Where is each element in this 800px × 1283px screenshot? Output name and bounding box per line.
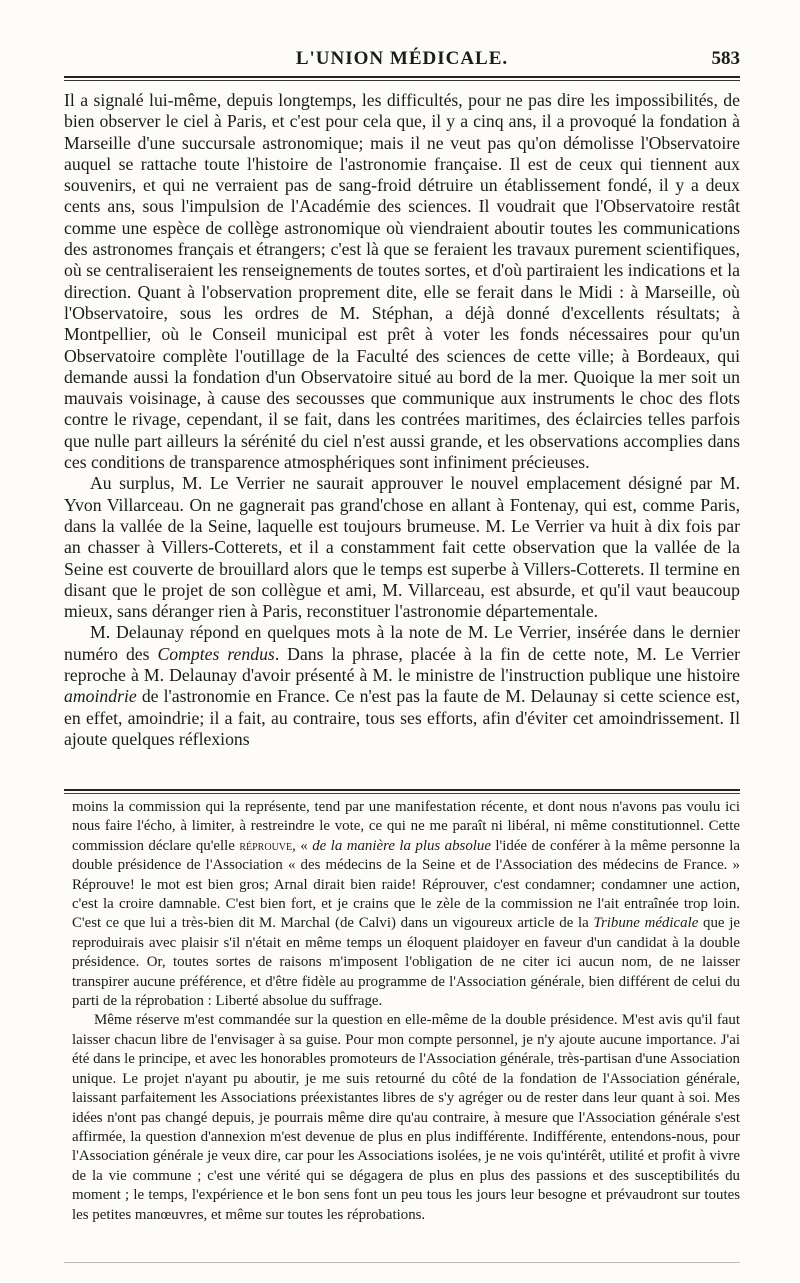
footnote-separator <box>64 789 740 791</box>
footnote-paragraph-commission <box>72 798 740 1011</box>
bottom-rule <box>64 1262 740 1263</box>
footnote-paragraph-presidence: Même réserve m'est commandée sur la question en elle-même de la double présidence. M'est avis qu'il faut laisser chacun libre de l'envisager à sa guise. Pour mon compte personnel, je n'y ajoute aucune importance. J'ai été dans le principe, et avec les honorables promoteurs de l'Association générale, très-partisan d'une Association unique. Le projet n'ayant pu aboutir, je me suis retourné du côté de la fondation de l'Association générale, laissant parfaitement les Associations préexistantes libres de s'y agréger ou de rester dans leur quant à soi. Mes idées n'ont pas changé depuis, je pourrais même dire qu'au contraire, à mesure que l'Association générale s'est affirmée, la question d'annexion m'est devenue de plus en plus indifférente. Indifférente, entendons-nous, pour l'Association générale je veux dire, car pour les Associations isolées, je ne vois qu'intérêt, utilité et profit à vivre de la vie commune ; c'est une vérité qui se dégagera de plus en plus des passions et des susceptibilités du moment ; le temps, l'expérience et le bon sens font un peu tous les jours leur besogne et prévaudront sur toutes les petites manœuvres, et même sur toutes les réprobations. <box>72 1012 740 1223</box>
footnote-part-2: , « <box>292 837 313 854</box>
header-rule-thin <box>64 80 740 81</box>
header-rule <box>64 76 740 78</box>
footnote-part-4: que je reproduirais avec plaisir s'il n'était en même temps un éloquent plaidoyer en faveur d'un candidat à la double présidence. Or, toutes sortes de raisons m'imposent l'obligation de ne citer ici aucun nom, de ne laisser transpirer aucune préférence, et d'être fidèle au programme de l'Association générale, bien différent de celui du parti de la réprobation : Liberté absolue du suffrage. <box>72 915 740 1010</box>
tribune-medicale-title: Tribune médicale <box>593 915 699 932</box>
page-number: 583 <box>711 48 740 69</box>
paragraph-delaunay-part-2: . Dans la phrase, placée à la fin de cette note, M. Le Verrier reproche à M. Delaunay d'avoir présenté à M. le ministre de l'instruction publique une histoire <box>64 643 741 686</box>
reprouve-word: réprouve <box>239 837 293 854</box>
footnote-section <box>72 798 740 1225</box>
footnote-part-1: moins la commission qui la représente, tend par une manifestation récente, et dont nous n'avons pas voulu ici nous faire l'écho, à limiter, à restreindre le vote, ce qui ne me paraît ni libéral, ni même constitutionnel. Cette commission déclare qu'elle <box>72 799 740 854</box>
paragraph-villarceau: Au surplus, M. Le Verrier ne saurait approuver le nouvel emplacement désigné par M. Yvon Villarceau. On ne gagnerait pas grand'chose en allant à Fontenay, qui est, comme Paris, dans la vallée de la Seine, laquelle est toujours brumeuse. M. Le Verrier va huit à dix fois par an chasser à Villers-Cotterets, et il a constamment fait cette observation que la vallée de la Seine est couverte de brouillard alors que le temps est superbe à Villers-Cotterets. Il termine en disant que le projet de son collègue et ami, M. Villarceau, est absurde, et qu'il vaut beaucoup mieux, sans déranger rien à Paris, reconstituer l'astronomie départementale. <box>64 473 740 622</box>
absolue-emphasis: de la manière la plus absolue <box>312 837 491 854</box>
paragraph-observatoire: Il a signalé lui-même, depuis longtemps, les difficultés, pour ne pas dire les impossibilités, de bien observer le ciel à Paris, et c'est pour cela que, il y a cinq ans, il a provoqué la fondation à Marseille d'une succursale astronomique; mais il ne veut pas qu'on démolisse l'Observatoire auquel se rattache toute l'histoire de l'astronomie française. Il est de ceux qui tiennent aux souvenirs, et qui ne verraient pas de sang-froid détruire un établissement fondé, il y a deux cents ans, sous l'impulsion de l'Académie des sciences. Il voudrait que l'Observatoire restât comme une espèce de collège astronomique où viendraient aboutir toutes les communications des astronomes français et étrangers; c'est là que se feraient les travaux purement scientifiques, où se centraliseraient les renseignements de toutes sortes, et d'où partiraient les indications et la direction. Quant à l'observation proprement dite, elle se ferait dans le Midi : à Marseille, où l'Observatoire, sous les ordres de M. Stéphan, a déjà donné d'excellents résultats; à Montpellier, où le Conseil municipal est prêt à voter les fonds nécessaires pour qu'un Observatoire complète l'outillage de la Faculté des sciences de cette ville; à Bordeaux, qui demande aussi la fondation d'un Observatoire situé au bord de la mer. Quoique la mer soit un mauvais voisinage, à cause des secousses que communique aux instruments le choc des flots contre le rivage, cependant, il se fait, dans les contrées maritimes, des éclaircies telles parfois que nulle part ailleurs la sérénité du ciel n'est aussi grande, et les observations accomplies dans ces conditions de transparence atmosphériques sont infiniment précieuses. <box>64 90 740 473</box>
paragraph-delaunay <box>64 622 740 750</box>
running-title: L'UNION MÉDICALE. <box>295 48 509 69</box>
footnote-part-3: l'idée de conférer à la même personne la double présidence de l'Association « des médecins de la Seine et de l'Association des médecins de France. » Réprouve! le mot est bien gros; Arnal dirait bien raide! Réprouver, c'est condamner; condamner une action, c'est la croire damnable. C'est bien fort, et je crains que le zèle de la commission ne l'ait entraînée trop loin. C'est ce que lui a très-bien dit M. Marchal (de Calvi) dans un vigoureux article de la <box>72 837 740 932</box>
comptes-rendus-title: Comptes rendus <box>157 643 275 664</box>
main-text <box>64 90 740 750</box>
amoindrie-emphasis: amoindrie <box>64 686 137 707</box>
paragraph-delaunay-part-1: M. Delaunay répond en quelques mots à la note de M. Le Verrier, insérée dans le dernier numéro des <box>64 622 740 664</box>
paragraph-delaunay-part-3: de l'astronomie en France. Ce n'est pas la faute de M. Delaunay si cette science est, en effet, amoindrie; il a fait, au contraire, tous ses efforts, afin d'éviter cet amoindrissement. Il ajoute quelques réflexions <box>64 686 740 749</box>
page-header <box>64 44 740 74</box>
footnote-separator-thin <box>64 793 740 794</box>
